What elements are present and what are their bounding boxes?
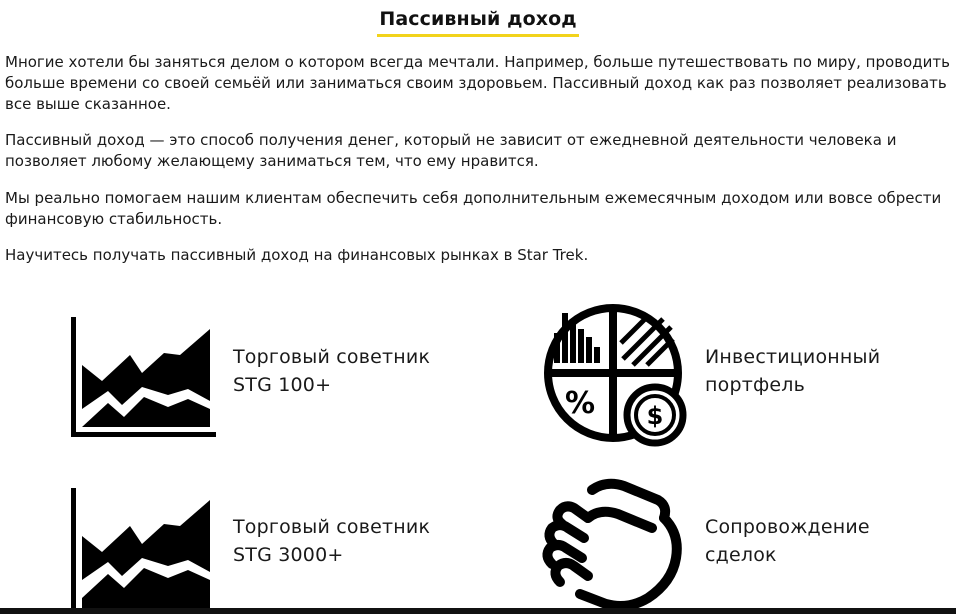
section-header [0,8,956,37]
feature-label-stg100: Торговый советник STG 100+ [233,346,431,396]
area-chart-icon [68,315,218,439]
handshake-icon [540,478,690,614]
investment-portfolio-icon [543,303,688,448]
area-chart-icon [68,486,218,610]
intro-paragraph: Многие хотели бы заняться делом о котором всегда мечтали. Например, больше путешествовать по миру, проводить больше времени со своей семьёй или заниматься своим здоровьем. Пассивный доход как раз позволяет реализовать все выше сказанное. [5,53,950,113]
clients-paragraph: Мы реально помогаем нашим клиентам обеспечить себя дополнительным ежемесячным доходом или вовсе обрести финансовую стабильность. [5,189,942,228]
svg-text:%: % [564,386,596,421]
svg-text:$: $ [646,402,664,430]
page-title: Пассивный доход [377,8,578,37]
feature-label-stg3000: Торговый советник STG 3000+ [233,516,431,566]
cta-paragraph: Научитесь получать пассивный доход на финансовых рынках в Star Trek. [5,246,589,264]
feature-label-deal-support: Сопровождение сделок [705,516,870,566]
definition-paragraph: Пассивный доход — это способ получения денег, который не зависит от ежедневной деятельности человека и позволяет любому желающему заниматься тем, что ему нравится. [5,131,897,170]
feature-label-investment-portfolio: Инвестиционный портфель [705,346,881,396]
bottom-divider [0,608,956,614]
